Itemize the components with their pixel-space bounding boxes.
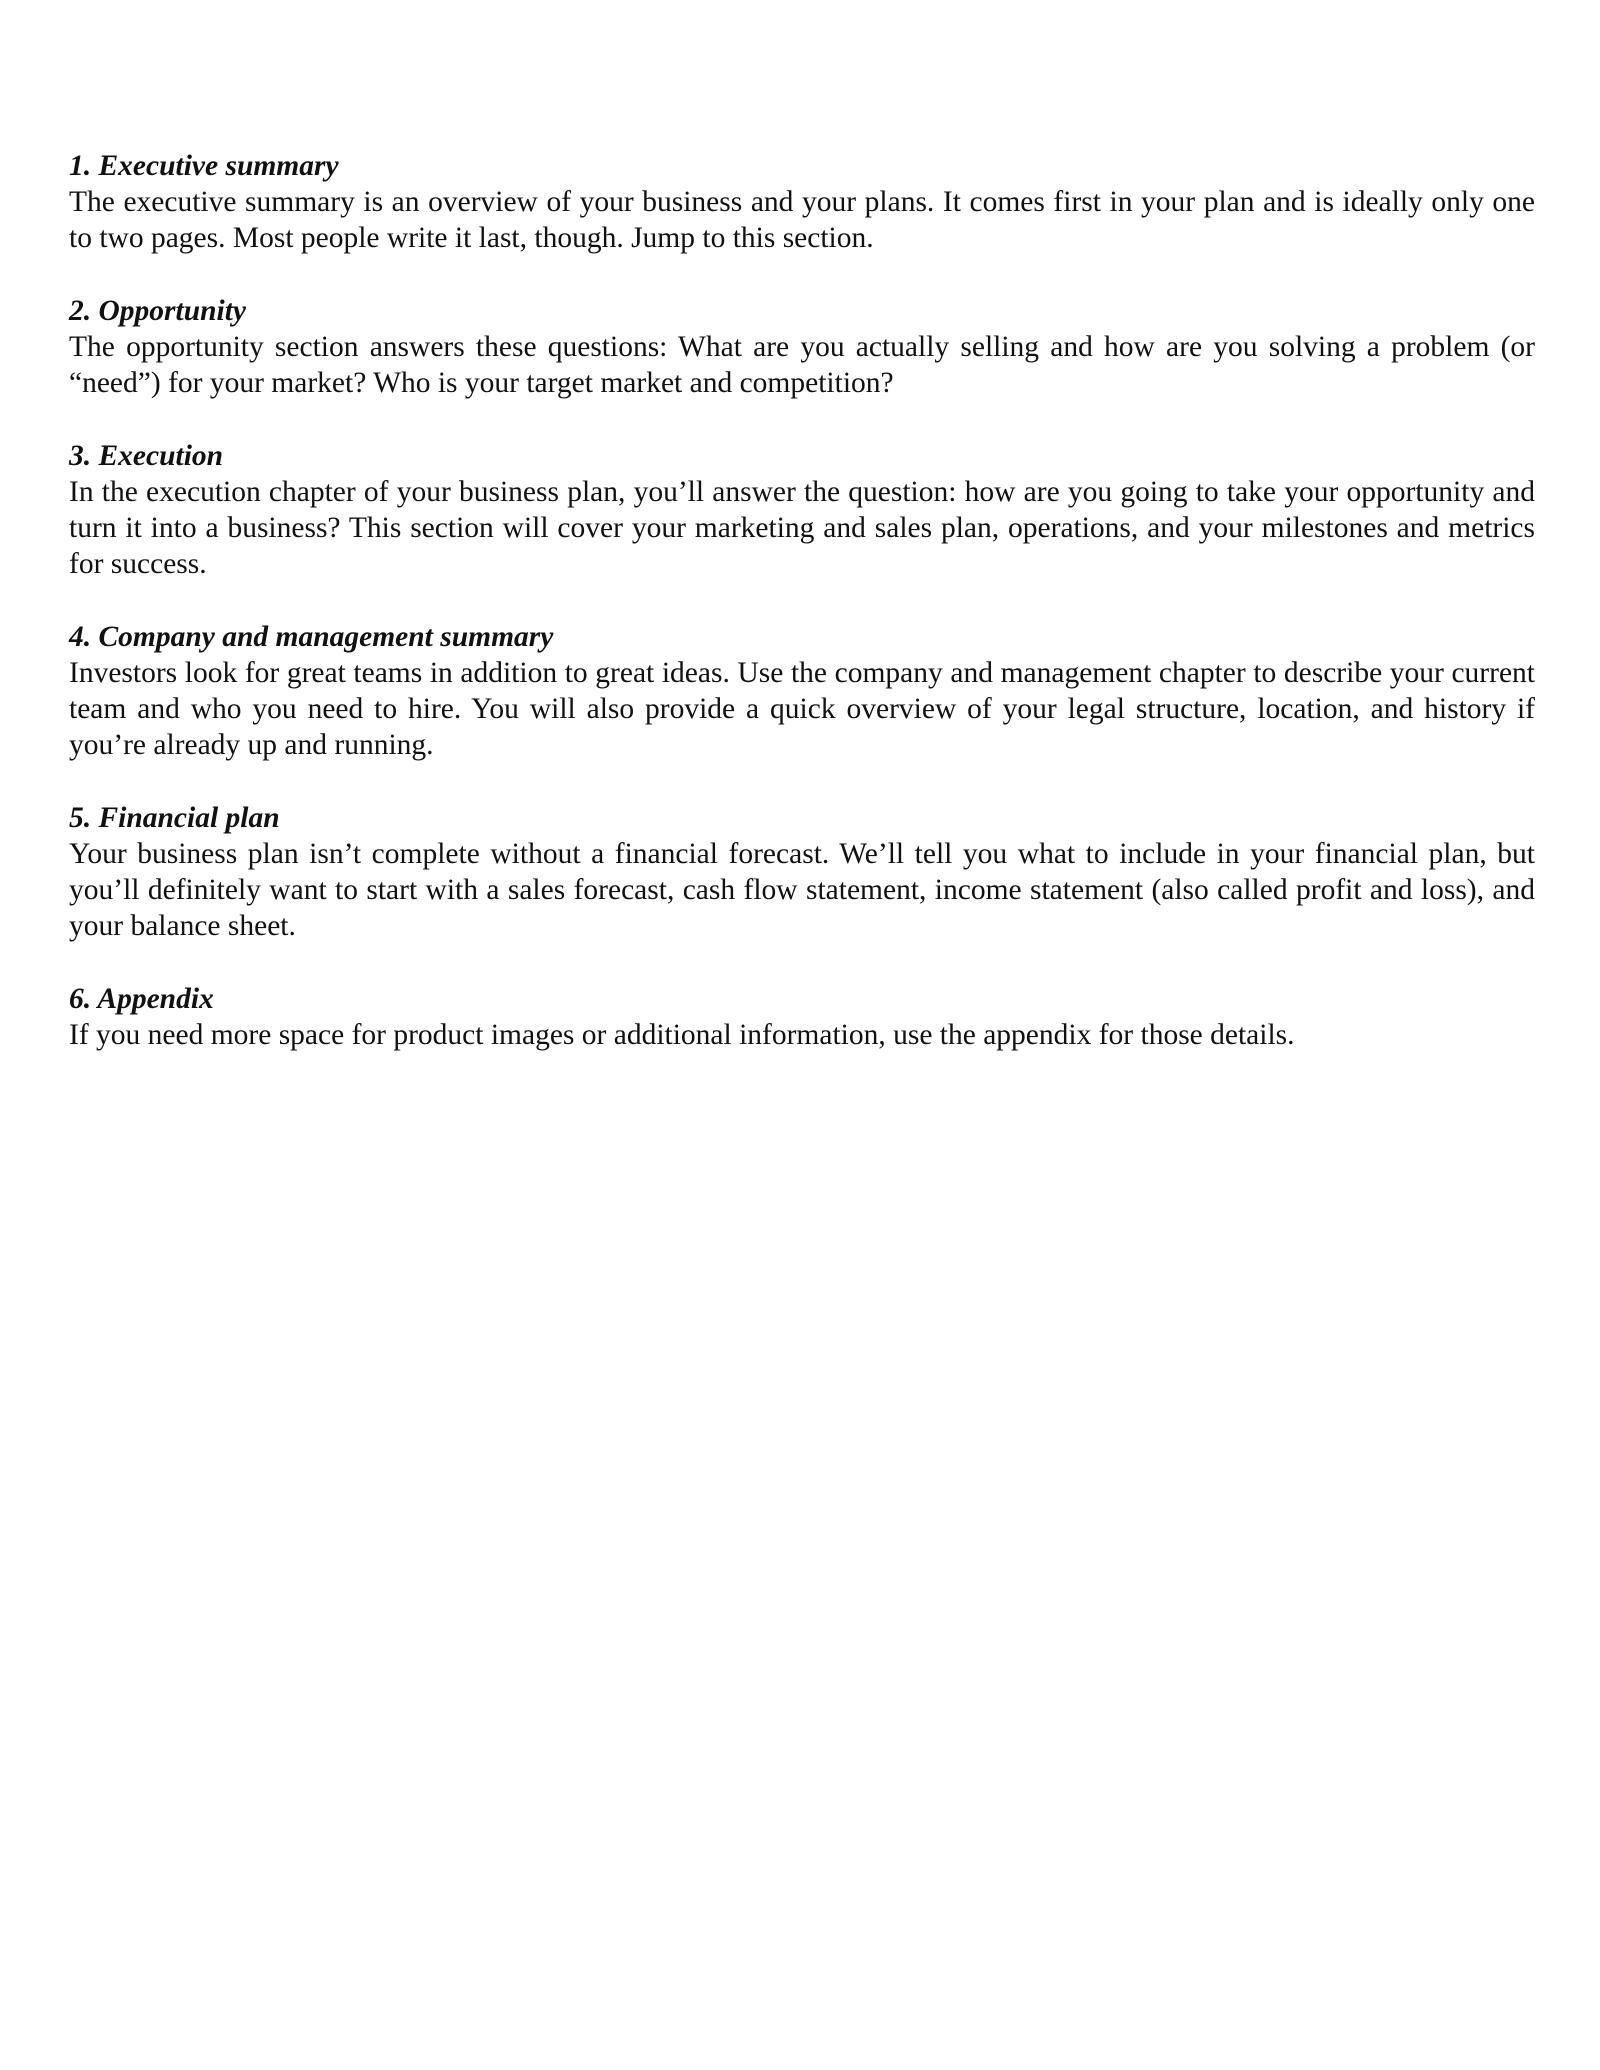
section-heading: 4. Company and management summary bbox=[69, 620, 554, 653]
document-body bbox=[69, 148, 1535, 1089]
section-heading: 5. Financial plan bbox=[69, 801, 280, 834]
section-paragraph: The opportunity section answers these questions: What are you actually selling and how are you solving a problem (or “need”) for your market? Who is your target market and competition? bbox=[69, 331, 1535, 400]
section-paragraph: Investors look for great teams in addition to great ideas. Use the company and management chapter to describe your current team and who you need to hire. You will also provide a quick overview of your legal structure, location, and history if you’re already up and running. bbox=[69, 656, 1535, 762]
section-appendix bbox=[69, 981, 1535, 1053]
section-opportunity bbox=[69, 293, 1535, 402]
section-heading: 3. Execution bbox=[69, 439, 224, 472]
section-heading: 2. Opportunity bbox=[69, 294, 247, 327]
section-heading: 1. Executive summary bbox=[69, 150, 339, 182]
section-heading: 6. Appendix bbox=[69, 982, 214, 1015]
section-paragraph: The executive summary is an overview of your business and your plans. It comes first in your plan and is ideally only one to two pages. Most people write it last, though. Jump to this section. bbox=[69, 186, 1535, 255]
section-financial-plan bbox=[69, 800, 1535, 945]
section-paragraph: If you need more space for product images or additional information, use the appendix for those details. bbox=[69, 1018, 1295, 1051]
section-company-management bbox=[69, 619, 1535, 764]
section-execution bbox=[69, 438, 1535, 583]
section-paragraph: Your business plan isn’t complete without a financial forecast. We’ll tell you what to include in your financial plan, but you’ll definitely want to start with a sales forecast, cash flow statement, income statement (also called profit and loss), and your balance sheet. bbox=[69, 837, 1535, 943]
section-paragraph: In the execution chapter of your business plan, you’ll answer the question: how are you going to take your opportunity and turn it into a business? This section will cover your marketing and sales plan, operations, and your milestones and metrics for success. bbox=[69, 475, 1535, 581]
section-executive-summary bbox=[69, 148, 1535, 257]
